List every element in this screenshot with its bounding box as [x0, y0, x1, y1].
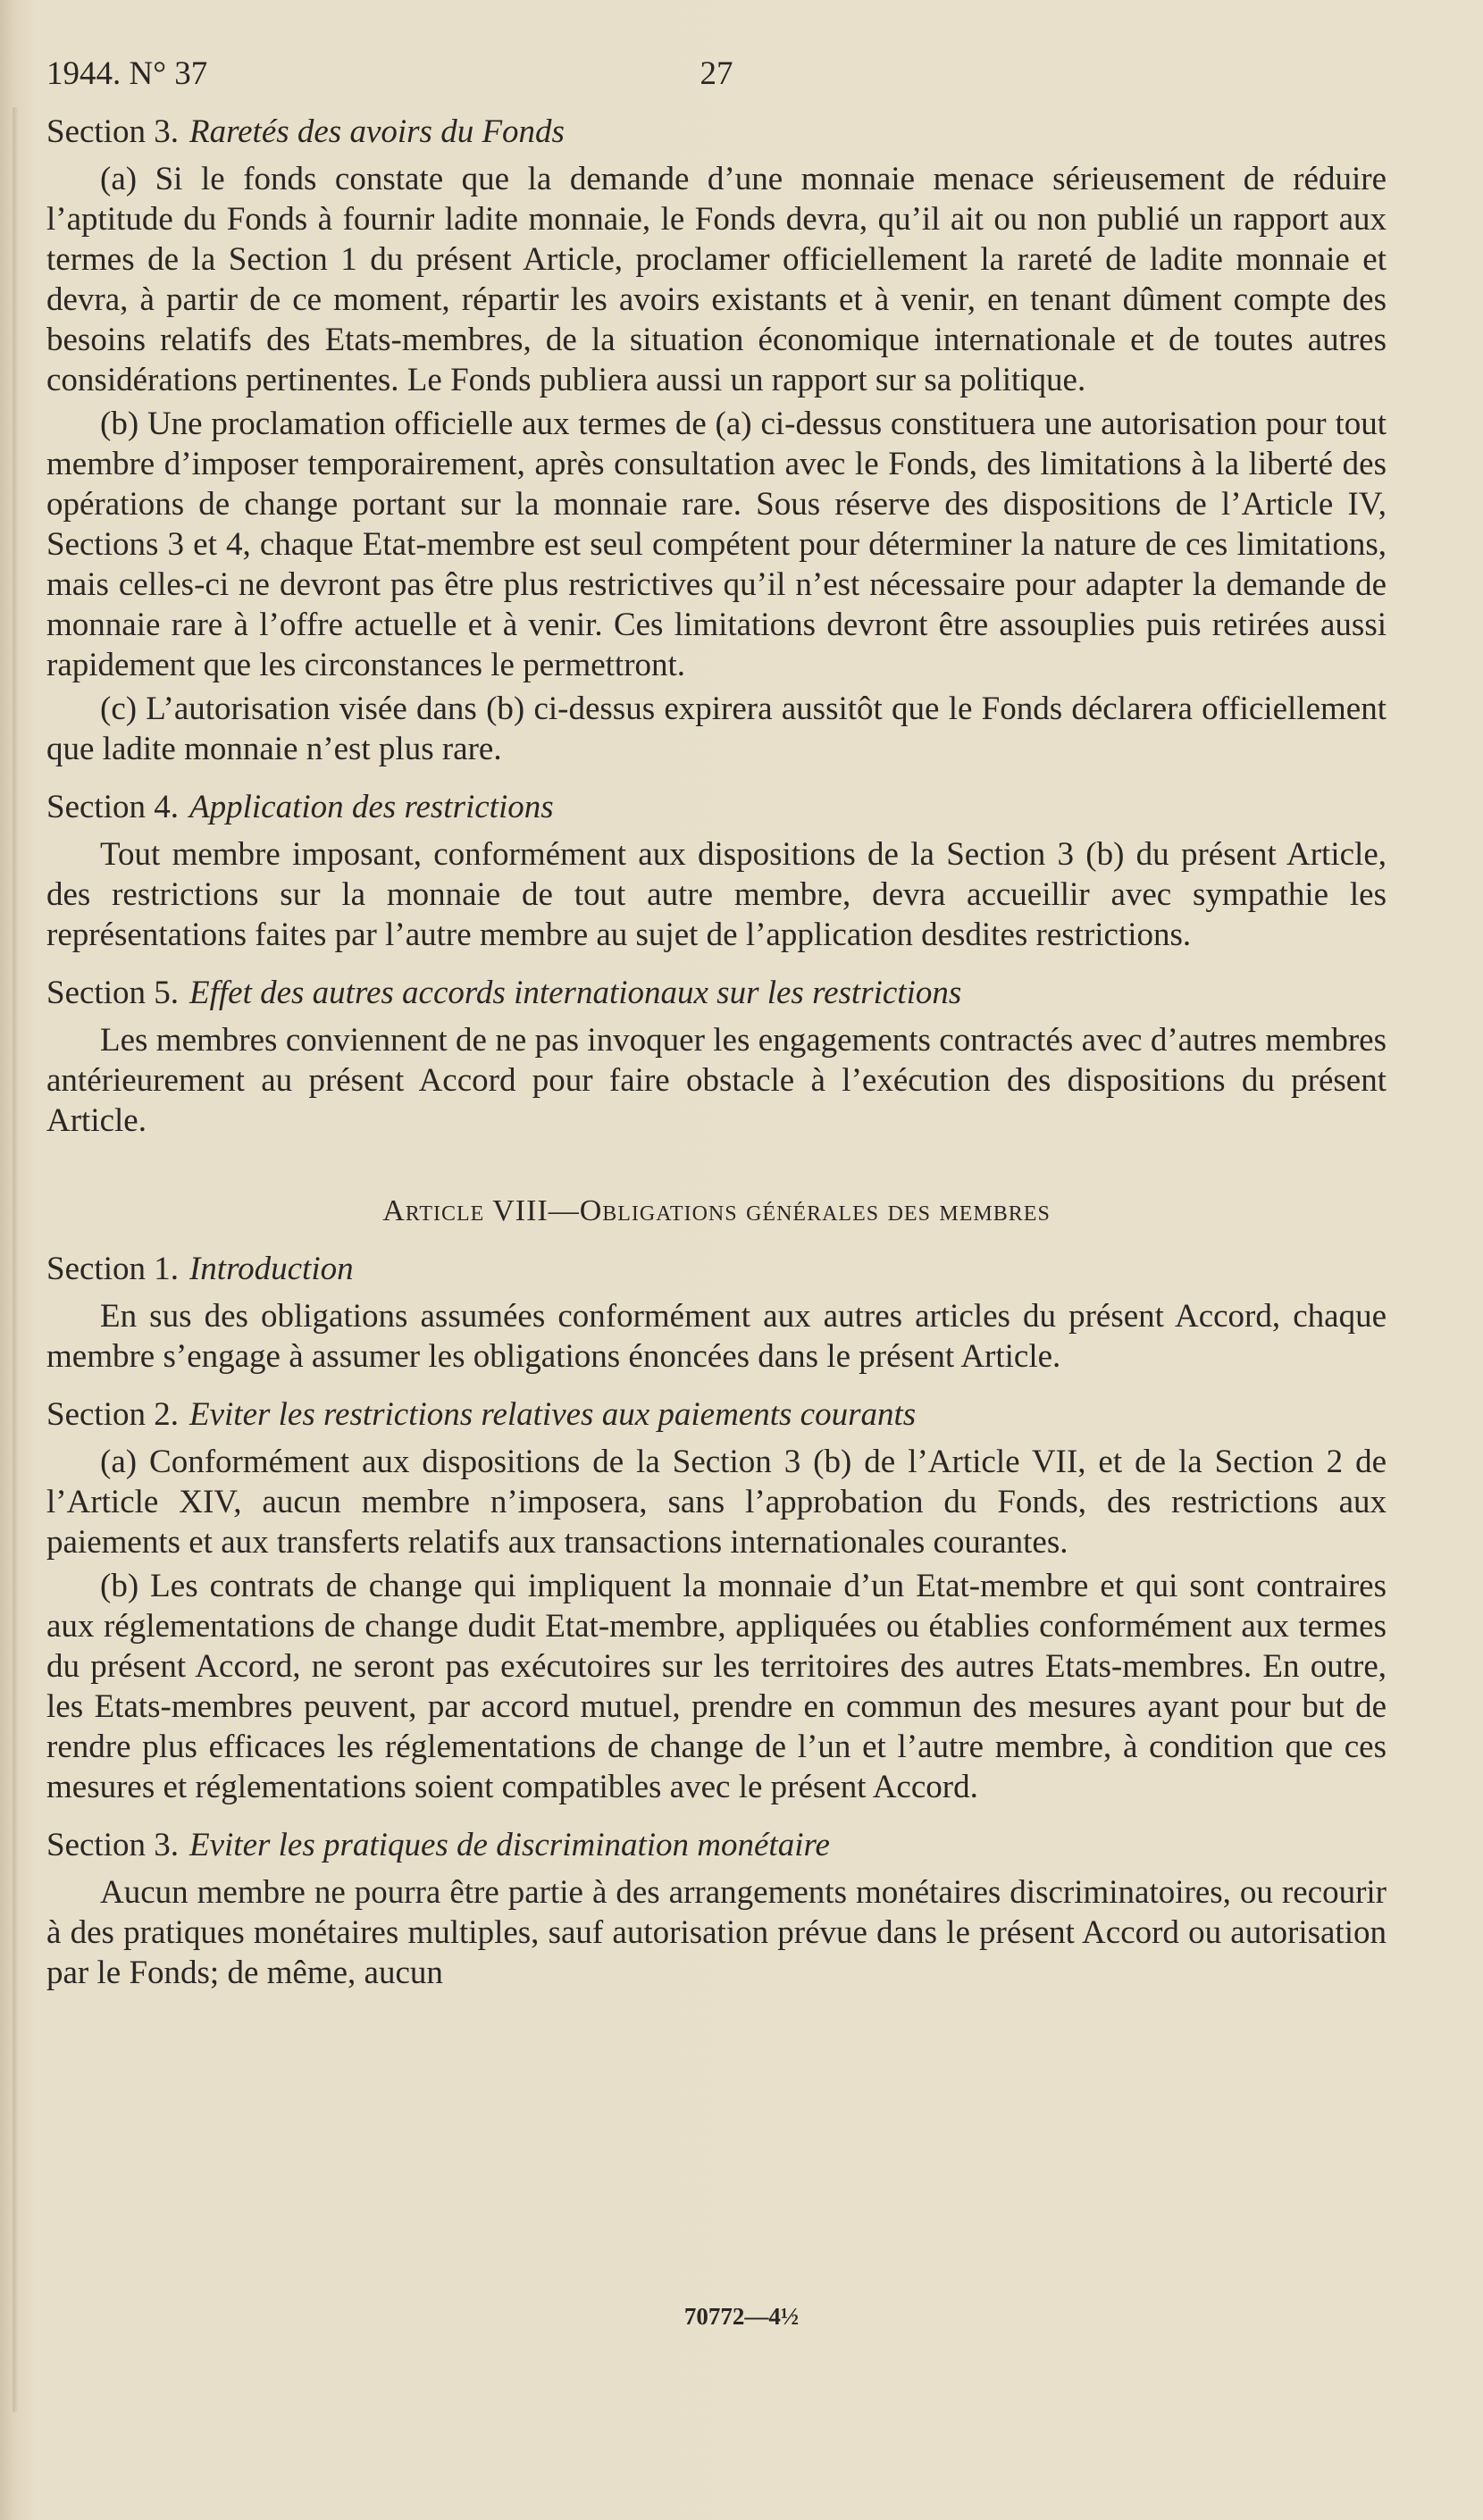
header-issue: 1944. N° 37 [46, 55, 208, 92]
section-heading [46, 787, 1387, 827]
paragraph: Aucun membre ne pourra être partie à des arrangements monétaires discriminatoires, ou recourir à des pratiques monétaires multiples, sauf autorisation prévue dans le présent Accord ou autorisation par le Fonds; de même, aucun [46, 1874, 1387, 1991]
article-heading: Article VIII—Obligations générales des membres [382, 1194, 1051, 1227]
section-heading [46, 973, 1387, 1013]
section-label: Section 3. [46, 113, 179, 150]
section-label: Section 4. [46, 789, 179, 825]
section-heading [46, 1394, 1387, 1435]
section-title: Introduction [189, 1251, 354, 1287]
page-number: 27 [700, 55, 733, 92]
section-label: Section 2. [46, 1396, 179, 1433]
section-label: Section 3. [46, 1827, 179, 1863]
paragraph: (b) Les contrats de change qui impliquent la monnaie d’un Etat-membre et qui sont contraires aux réglementations de change dudit Etat-membre, appliquées ou établies conformément aux termes du présent Accord, ne seront pas exécutoires sur les territoires des autres Etats-membres. En outre, les Etats-membres peuvent, par accord mutuel, prendre en commun des mesures ayant pour but de rendre plus efficaces les réglementations de change de l’un et l’autre membre, à condition que ces mesures et réglementations soient compatibles avec le présent Accord. [46, 1568, 1387, 1805]
section-label: Section 5. [46, 975, 179, 1011]
paragraph: (b) Une proclamation officielle aux termes de (a) ci-dessus constituera une autorisation pour tout membre d’imposer temporairement, après consultation avec le Fonds, des limitations à la liberté des opérations de change portant sur la monnaie rare. Sous réserve des dispositions de l’Article IV, Sections 3 et 4, chaque Etat-membre est seul compétent pour déterminer la nature de ces limitations, mais celles-ci ne devront pas être plus restrictives qu’il n’est nécessaire pour adapter la demande de monnaie rare à l’offre actuelle et à venir. Ces limitations devront être assouplies puis retirées aussi rapidement que les circonstances le permettront. [46, 406, 1387, 683]
section-title: Eviter les pratiques de discrimination monétaire [189, 1827, 830, 1863]
section-label: Section 1. [46, 1251, 179, 1287]
section-title: Eviter les restrictions relatives aux paiements courants [189, 1396, 917, 1433]
printer-code: 70772—4½ [683, 2303, 800, 2330]
section-heading [46, 1825, 1387, 1865]
paragraph: (a) Conformément aux dispositions de la Section 3 (b) de l’Article VII, et de la Section 2 de l’Article XIV, aucun membre n’imposera, sans l’approbation du Fonds, des restrictions aux paiements et aux transferts relatifs aux transactions internationales courantes. [46, 1444, 1387, 1561]
section-title: Effet des autres accords internationaux sur les restrictions [189, 975, 962, 1011]
binding-shadow [13, 107, 18, 2412]
paragraph: Les membres conviennent de ne pas invoquer les engagements contractés avec d’autres membres antérieurement au présent Accord pour faire obstacle à l’exécution des dispositions du présent Article. [46, 1022, 1387, 1139]
running-header [46, 54, 1387, 94]
page-content [46, 54, 1387, 1997]
paragraph: (a) Si le fonds constate que la demande d’une monnaie menace sérieusement de réduire l’aptitude du Fonds à fournir ladite monnaie, le Fonds devra, qu’il ait ou non publié un rapport aux termes de la Section 1 du présent Article, proclamer officiellement la rareté de ladite monnaie et devra, à partir de ce moment, répartir les avoirs existants et à venir, en tenant dûment compte des besoins relatifs des Etats-membres, de la situation économique internationale et de toutes autres considérations pertinentes. Le Fonds publiera aussi un rapport sur sa politique. [46, 161, 1387, 398]
section-title: Application des restrictions [189, 789, 554, 825]
paragraph: En sus des obligations assumées conformément aux autres articles du présent Accord, chaque membre s’engage à assumer les obligations énoncées dans le présent Article. [46, 1298, 1387, 1375]
section-title: Raretés des avoirs du Fonds [189, 113, 565, 150]
section-heading [46, 112, 1387, 152]
paragraph: Tout membre imposant, conformément aux dispositions de la Section 3 (b) du présent Article, des restrictions sur la monnaie de tout autre membre, devra accueillir avec sympathie les représentations faites par l’autre membre au sujet de l’application desdites restrictions. [46, 836, 1387, 953]
paragraph: (c) L’autorisation visée dans (b) ci-dessus expirera aussitôt que le Fonds déclarera officiellement que ladite monnaie n’est plus rare. [46, 691, 1387, 767]
section-heading [46, 1249, 1387, 1289]
